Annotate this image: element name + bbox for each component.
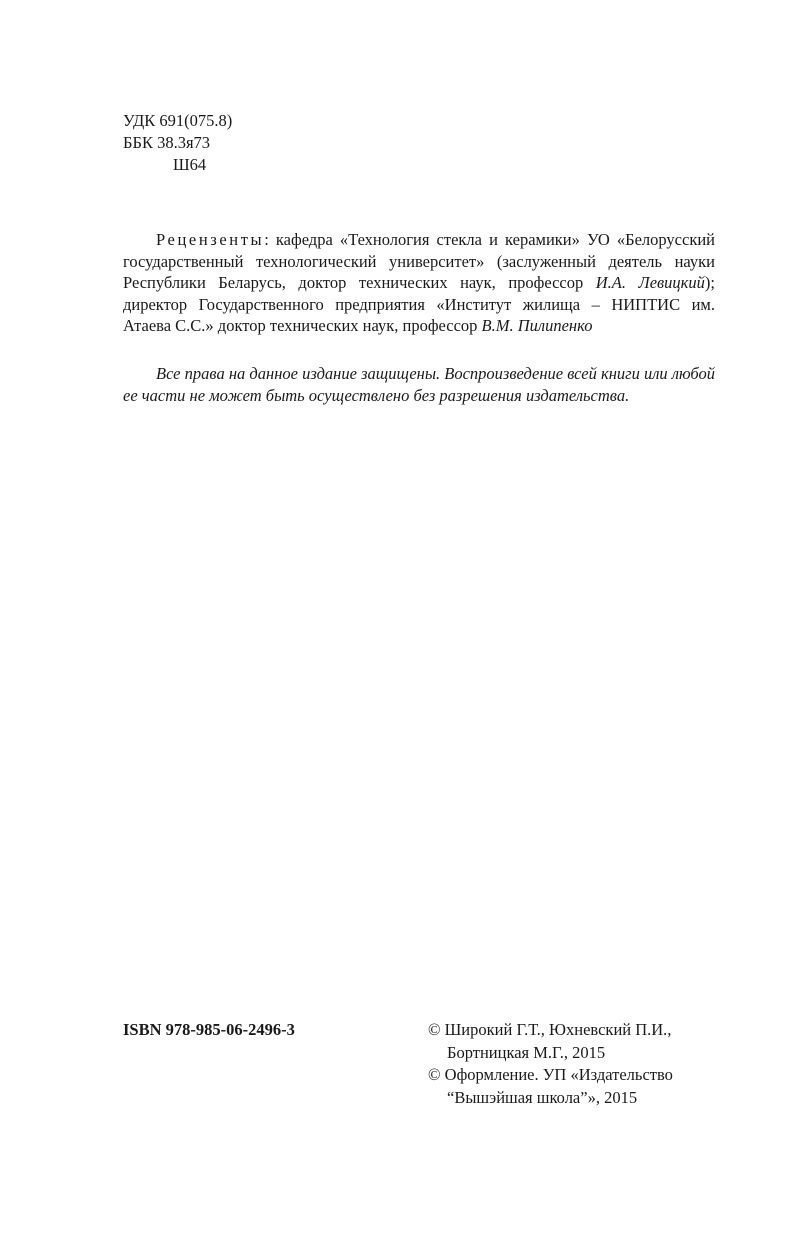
- bbk-code: ББК 38.3я73: [123, 133, 211, 152]
- reviewers-text-1: : кафедра «Технология стекла и керамики» УО «Белорусский государственный технологический университет» (заслуженный деятель науки Республики Беларусь, доктор технических наук, профессор: [123, 230, 715, 293]
- rights-notice: Все права на данное издание защищены. Воспроизведение всей книги или любой ее части не может быть осуществлено без разрешения издательства.: [123, 364, 715, 405]
- udk-code: УДК 691(075.8): [123, 111, 233, 130]
- reviewer-name-1: И.А. Левицкий: [595, 273, 705, 293]
- copyright-design-cont: “Вышэйшая школа”», 2015: [447, 1087, 638, 1107]
- reviewers-text-2: ); директор Государственного предприятия «Институт жилища – НИПТИС им. Атаева С.С.» доктор технических наук, профессор: [123, 273, 715, 336]
- author-mark: Ш64: [173, 155, 207, 174]
- copyright-authors: © Широкий Г.Т., Юхневский П.И.,: [428, 1020, 672, 1039]
- classification-block: [123, 110, 232, 176]
- copyright-authors-cont: Бортницкая М.Г., 2015: [447, 1042, 606, 1062]
- reviewers-label: Рецензенты: [156, 230, 265, 249]
- isbn-number: ISBN 978-985-06-2496-3: [123, 1020, 295, 1039]
- reviewer-name-2: В.М. Пилипенко: [481, 316, 593, 336]
- copyright-block: [428, 1019, 728, 1109]
- reviewers-paragraph: [123, 229, 715, 337]
- copyright-design: © Оформление. УП «Издательство: [428, 1065, 673, 1084]
